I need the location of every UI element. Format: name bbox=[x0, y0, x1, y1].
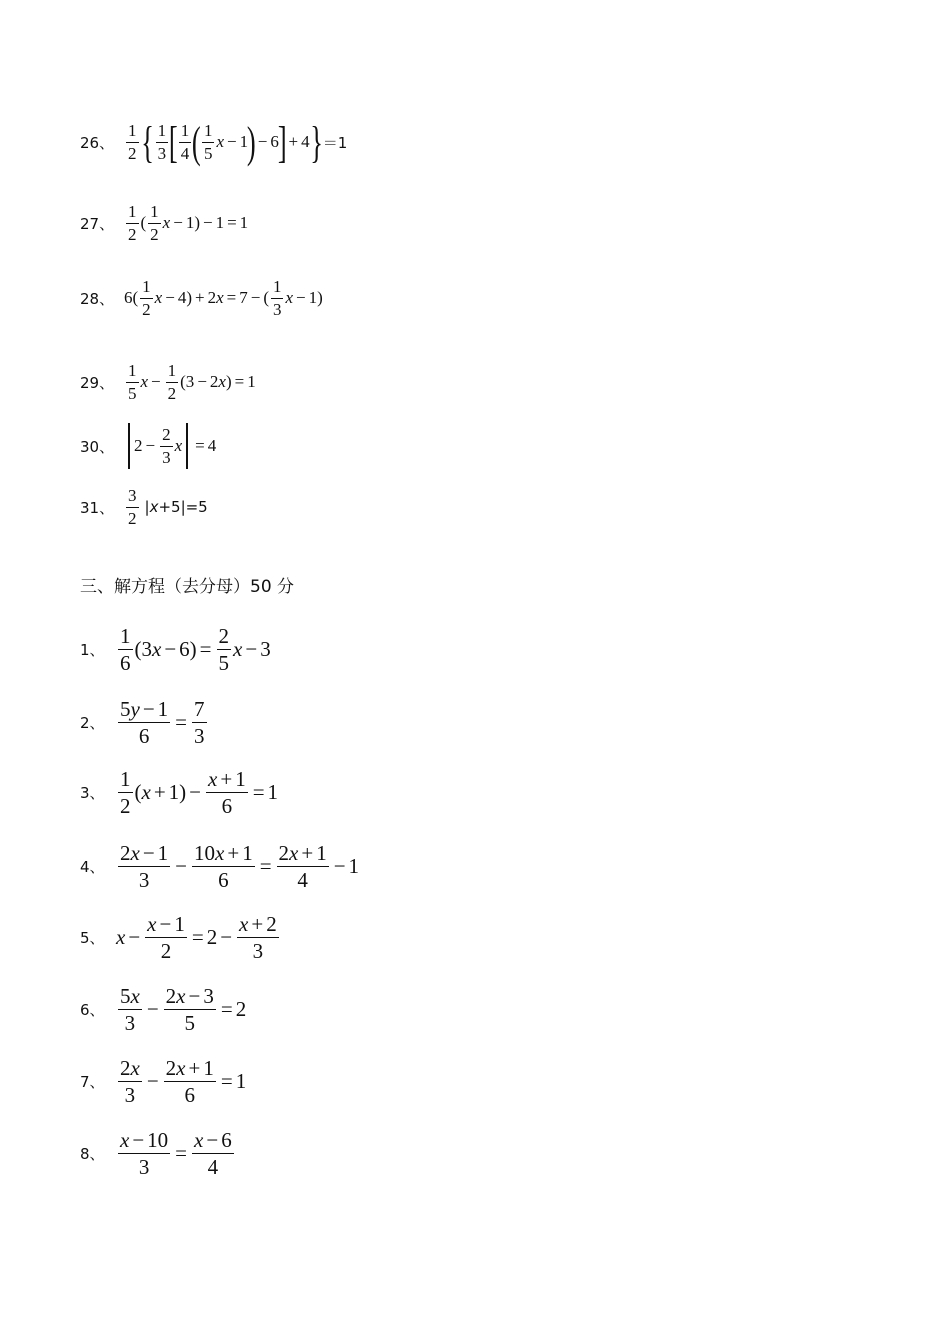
equation: $\frac{x - 10}{3}$ = $\frac{x - 6}{4}$ bbox=[120, 1128, 232, 1180]
problem-number: 27、 bbox=[80, 214, 115, 233]
equation: $\frac{2x}{3}$ − $\frac{2x + 1}{6}$ = 1 bbox=[120, 1056, 247, 1108]
problem-number: 2、 bbox=[80, 714, 105, 733]
problem-number: 7、 bbox=[80, 1073, 105, 1092]
equation: $\frac{3}{2}$ |x+5|=5 bbox=[128, 486, 208, 528]
problem-number: 5、 bbox=[80, 929, 105, 948]
problem-s3-6 bbox=[80, 985, 246, 1034]
problem-number: 4、 bbox=[80, 858, 105, 877]
problem-31 bbox=[80, 487, 208, 528]
problem-number: 31、 bbox=[80, 498, 115, 517]
problem-number: 26、 bbox=[80, 133, 115, 152]
equation: $\frac{1}{2}$ ( x + 1) − $\frac{x + 1}{6}$ = 1 bbox=[120, 767, 279, 819]
equation: $\frac{1}{6}$ (3 x − 6) = $\frac{2}{5}$ x − 3 bbox=[120, 624, 271, 676]
equation: $\frac{5x}{3}$ − $\frac{2x - 3}{5}$ = 2 bbox=[120, 984, 247, 1036]
problem-number: 6、 bbox=[80, 1001, 105, 1020]
problem-s3-8 bbox=[80, 1129, 236, 1178]
equation: $\frac{1}{2}$ { $\frac{1}{3}$ [ $\frac{1}{4}$ ( $\frac{1}{5}$ x − 1 ) − 6 ] + 4 } ＝1 bbox=[128, 117, 348, 167]
problem-number: 29、 bbox=[80, 373, 115, 392]
equation: $\frac{5y - 1}{6}$ = $\frac{7}{3}$ bbox=[120, 697, 205, 749]
problem-s3-4 bbox=[80, 842, 359, 891]
problem-29 bbox=[80, 362, 256, 403]
equation: $\frac{2x - 1}{3}$ − $\frac{10x + 1}{6}$ = $\frac{2x + 1}{4}$ − 1 bbox=[120, 841, 360, 893]
equation: $\frac{1}{2}$ ( $\frac{1}{2}$ x − 1) − 1 = 1 bbox=[128, 202, 249, 244]
problem-number: 3、 bbox=[80, 784, 105, 803]
equation: 2 − $\frac{2}{3}$ x = 4 bbox=[124, 423, 216, 469]
problem-26 bbox=[80, 117, 348, 167]
problem-27 bbox=[80, 203, 248, 244]
problem-number: 8、 bbox=[80, 1145, 105, 1164]
problem-number: 30、 bbox=[80, 437, 115, 456]
problem-s3-7 bbox=[80, 1057, 246, 1106]
problem-30 bbox=[80, 423, 216, 469]
equation: 6( $\frac{1}{2}$ x − 4) + 2 x = 7 − ( $\frac{1}{3}$ x − 1) bbox=[124, 277, 323, 319]
section-heading: 三、解方程（去分母）50 分 bbox=[80, 577, 295, 597]
problem-s3-3 bbox=[80, 768, 278, 817]
problem-number: 28、 bbox=[80, 289, 115, 308]
problem-s3-1 bbox=[80, 625, 271, 674]
problem-28 bbox=[80, 278, 323, 319]
problem-s3-2 bbox=[80, 698, 209, 747]
problem-s3-5 bbox=[80, 913, 281, 962]
equation: $\frac{1}{5}$ x − $\frac{1}{2}$ (3 − 2 x ) = 1 bbox=[128, 361, 256, 403]
problem-number: 1、 bbox=[80, 641, 105, 660]
equation: x − $\frac{x - 1}{2}$ = 2 − $\frac{x + 2}{3}$ bbox=[116, 912, 277, 964]
